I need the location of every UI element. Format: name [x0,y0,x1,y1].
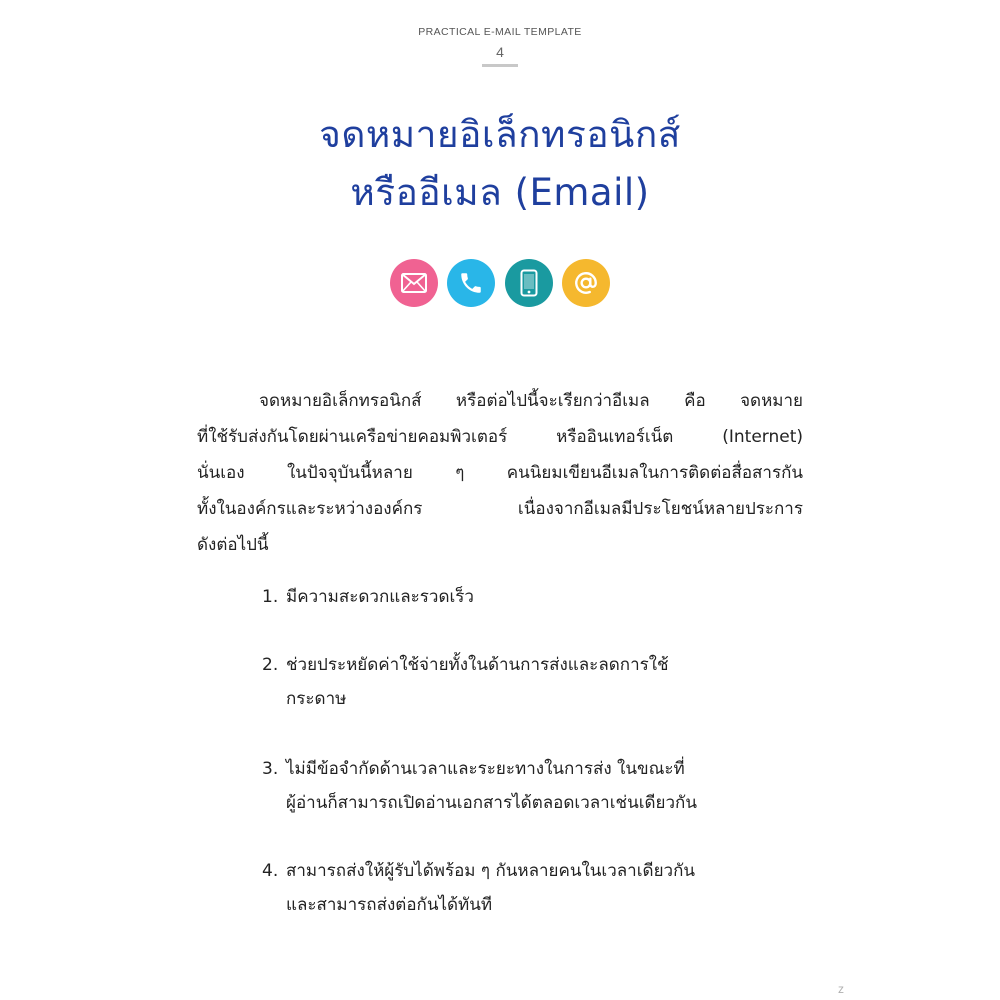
page-title-line-1: จดหมายอิเล็กทรอนิกส์ [319,113,681,156]
paragraph-line: นั่นเอง ในปัจจุบันนี้หลาย ๆ คนนิยมเขียนอีเมลในการติดต่อสื่อสารกัน [197,463,803,483]
paragraph-line: จดหมายอิเล็กทรอนิกส์ หรือต่อไปนี้จะเรียกว่าอีเมล คือ จดหมาย [259,391,803,411]
list-item-number: 2. [262,655,279,675]
list-item-text: ไม่มีข้อจำกัดด้านเวลาและระยะทางในการส่ง ในขณะที่ [286,759,685,779]
list-item-text-continued: และสามารถส่งต่อกันได้ทันที [286,895,493,915]
intro-paragraph [197,383,803,563]
phone-icon [447,259,495,307]
header-divider [482,64,518,67]
list-item-text: มีความสะดวกและรวดเร็ว [286,587,474,607]
mobile-icon [505,259,553,307]
paragraph-line: ที่ใช้รับส่งกันโดยผ่านเครือข่ายคอมพิวเตอร์ หรืออินเทอร์เน็ต (Internet) [197,427,803,447]
contact-icon-row [390,259,610,309]
list-item-text: สามารถส่งให้ผู้รับได้พร้อม ๆ กันหลายคนในเวลาเดียวกัน [286,861,695,881]
list-item-number: 1. [262,587,279,607]
list-item [262,648,669,716]
at-sign-icon [562,259,610,307]
list-item-text-continued: กระดาษ [286,689,347,709]
list-item-number: 4. [262,861,279,881]
page-number: 4 [496,44,504,60]
corner-mark: z [838,982,844,996]
page-title-line-2: หรืออีเมล (Email) [350,171,650,214]
paragraph-line: ดังต่อไปนี้ [197,535,269,555]
list-item-text: ช่วยประหยัดค่าใช้จ่ายทั้งในด้านการส่งและลดการใช้ [286,655,669,675]
page-title [100,106,900,222]
list-item [262,580,474,614]
list-item-text-continued: ผู้อ่านก็สามารถเปิดอ่านเอกสารได้ตลอดเวลาเช่นเดียวกัน [286,793,697,813]
paragraph-line: ทั้งในองค์กรและระหว่างองค์กร เนื่องจากอีเมลมีประโยชน์หลายประการ [197,499,803,519]
list-item [262,854,695,922]
running-header-title: PRACTICAL E-MAIL TEMPLATE [418,26,582,38]
list-item-number: 3. [262,759,279,779]
envelope-icon [390,259,438,307]
list-item [262,752,697,820]
